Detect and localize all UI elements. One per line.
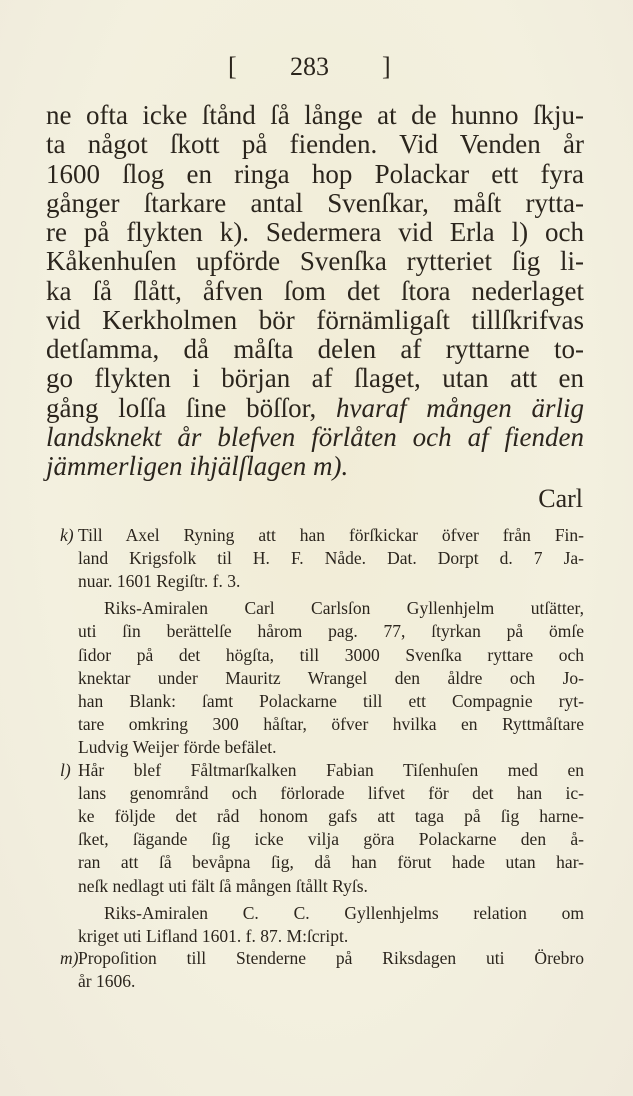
line-text: Riks-Amiralen C. C. Gyllenhjelms relation om xyxy=(104,902,584,923)
footnote-marker: l) xyxy=(60,760,71,780)
line-text: Kåkenhuſen upförde Svenſka rytteriet ſig li- xyxy=(46,246,584,277)
line-text: ſket, ſägande ſig icke vilja göra Polackarne den å- xyxy=(78,829,584,850)
footnote-marker: k) xyxy=(60,525,74,545)
line-text: vid Kerkholmen bör förnämligaſt tillſkrifvas xyxy=(46,304,584,335)
line-text: ne ofta icke ſtånd ſå långe at de hunno ſkju- xyxy=(46,100,584,130)
line-text: go flykten i början af ſlaget, utan att en xyxy=(46,363,584,394)
line-text: kriget uti Lifland 1601. f. 87. M:ſcript. xyxy=(78,925,349,946)
line-text: gång loſſa ſine böſſor, xyxy=(46,392,337,423)
text-line xyxy=(46,421,584,452)
header-bracket-right: ] xyxy=(382,52,391,81)
line-text: re på flykten k). Sedermera vid Erla l) och xyxy=(46,217,584,247)
catchword: Carl xyxy=(538,484,583,513)
line-text: ſidor på det högſta, till 3000 Svenſka ryttare och xyxy=(78,644,584,665)
text-line xyxy=(78,713,584,734)
text-line xyxy=(78,690,584,711)
line-text: ran att ſå bevåpna ſig, då han förut hade utan har- xyxy=(78,852,584,873)
text-line xyxy=(78,573,584,591)
line-text: Hår blef Fåltmarſkalken Fabian Tiſenhuſen med en xyxy=(78,760,584,780)
line-italic-text: jämmerligen ihjälſlagen m). xyxy=(46,451,349,481)
text-line xyxy=(46,102,584,129)
text-line xyxy=(78,762,584,780)
line-text: uti ſin berättelſe hårom pag. 77, ſtyrkan på ömſe xyxy=(78,621,584,642)
text-line xyxy=(46,365,584,392)
text-line xyxy=(46,392,584,423)
page-number: 283 xyxy=(290,52,329,81)
line-text: Propoſition till Stenderne på Riksdagen uti Örebro xyxy=(78,948,584,968)
text-line xyxy=(78,600,584,618)
line-text: 1600 ſlog en ringa hop Polackar ett fyra xyxy=(46,158,584,189)
line-text: år 1606. xyxy=(78,971,136,992)
text-line xyxy=(78,950,584,968)
line-italic-text: landsknekt år blefven förlåten och af fienden xyxy=(46,421,584,452)
text-line xyxy=(46,131,584,158)
text-line xyxy=(46,336,584,363)
text-line xyxy=(78,831,584,849)
line-text: detſamma, då måſta delen af ryttarne to- xyxy=(46,334,584,364)
header-bracket-left: [ xyxy=(228,52,237,81)
text-line xyxy=(78,925,584,946)
text-line xyxy=(78,973,584,991)
line-text: neſk nedlagt uti fält ſå mången ſtållt Ryſs. xyxy=(78,875,368,896)
line-text: land Krigsfolk til H. F. Nåde. Dat. Dorpt d. 7 Ja- xyxy=(78,548,584,569)
line-italic-text: hvaraf mången ärlig xyxy=(336,392,584,423)
text-line xyxy=(46,158,584,189)
text-line xyxy=(46,453,584,480)
text-line xyxy=(46,275,584,306)
line-text: Riks-Amiralen Carl Carlsſon Gyllenhjelm utſätter, xyxy=(104,598,584,619)
footnote-marker: m) xyxy=(60,948,79,968)
text-line xyxy=(78,902,584,923)
line-text: han Blank: ſamt Polackarne till ett Compagnie ryt- xyxy=(78,690,584,711)
text-line xyxy=(78,623,584,641)
line-text: Till Axel Ryning att han förſkickar öfver från Fin- xyxy=(78,525,584,545)
text-line xyxy=(46,304,584,335)
text-line xyxy=(78,527,584,545)
line-text: tare omkring 300 håſtar, öfver hvilka en Ryttmåſtare xyxy=(78,713,584,734)
text-line xyxy=(78,736,584,757)
line-text: Ludvig Weijer förde befälet. xyxy=(78,736,277,757)
line-text: knektar under Mauritz Wrangel den åldre och Jo- xyxy=(78,667,584,688)
text-line xyxy=(78,667,584,688)
text-line xyxy=(46,248,584,275)
line-text: ta något ſkott på fienden. Vid Venden år xyxy=(46,129,584,160)
text-line xyxy=(78,808,584,826)
line-text: lans genområnd och förlorade lifvet för det han ic- xyxy=(78,783,584,804)
text-line xyxy=(78,550,584,568)
text-line xyxy=(46,187,584,218)
line-text: nuar. 1601 Regiſtr. f. 3. xyxy=(78,571,241,592)
text-line xyxy=(78,875,584,896)
text-line xyxy=(78,644,584,665)
line-text: gånger ſtarkare antal Svenſkar, måſt rytta- xyxy=(46,187,584,218)
line-text: ke följde det råd honom gafs att taga på ſig harne- xyxy=(78,806,584,827)
line-text: ka ſå ſlått, åfven ſom det ſtora nederlaget xyxy=(46,275,584,306)
text-line xyxy=(46,219,584,246)
text-line xyxy=(78,854,584,872)
text-line xyxy=(78,785,584,803)
